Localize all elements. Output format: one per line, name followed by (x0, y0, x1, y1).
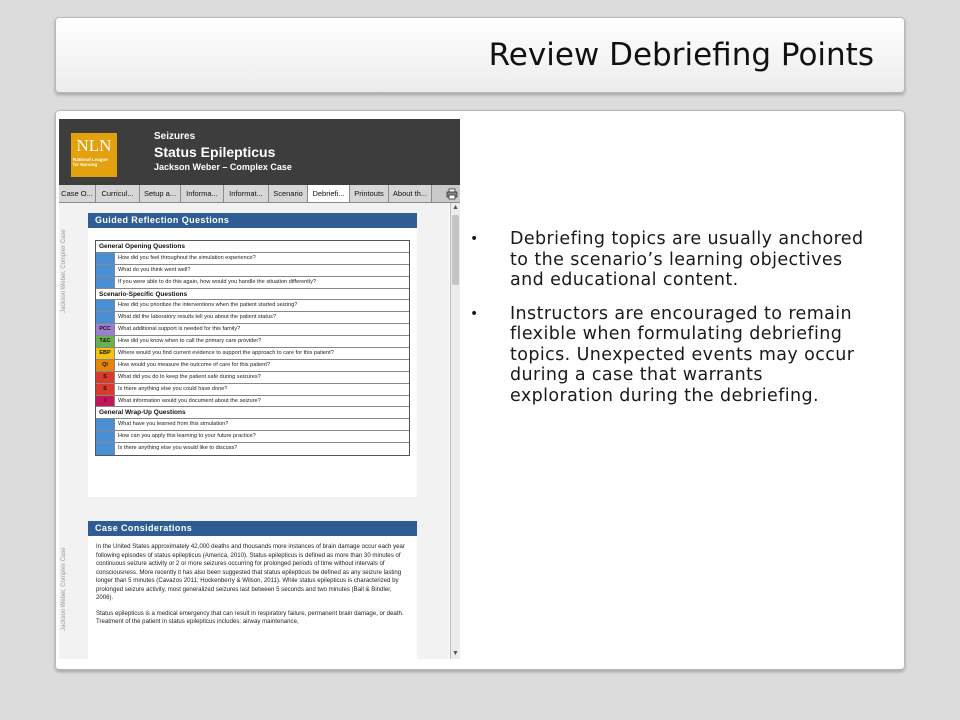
tab-item[interactable]: Curricul... (96, 185, 140, 202)
guided-reflection-heading: Guided Reflection Questions (88, 213, 417, 228)
question-row (96, 277, 409, 289)
question-row (96, 253, 409, 265)
tab-item[interactable]: Case O... (59, 185, 96, 202)
content-panel (55, 110, 905, 670)
section-row (96, 241, 409, 253)
question-text: Is there anything else you would like to discuss? (118, 445, 238, 452)
question-row (96, 372, 409, 384)
question-row (96, 265, 409, 277)
question-row (96, 419, 409, 431)
embedded-screenshot (59, 119, 460, 659)
bullet-icon: • (470, 231, 479, 247)
section-label: General Opening Questions (99, 243, 185, 250)
printer-icon[interactable] (446, 188, 458, 200)
question-tag: QI (96, 360, 115, 371)
slide-title: Review Debriefing Points (488, 37, 874, 73)
question-tag: S (96, 372, 115, 383)
bullet-text: Debriefing topics are usually anchored to the scenario’s learning objectives and educational content. (510, 229, 864, 290)
vertical-scrollbar[interactable] (450, 203, 460, 659)
question-row (96, 336, 409, 348)
question-text: What information would you document about the seizure? (118, 397, 261, 404)
case-subtitle: Jackson Weber – Complex Case (154, 162, 292, 172)
question-text: What do you think went well? (118, 266, 191, 273)
question-tag: T&C (96, 336, 115, 347)
side-label: Jackson Weber, Complex Case (61, 547, 67, 631)
case-paragraph: In the United States approximately 42,000 deaths and thousands more instances of brain damage occur each year following episodes of status epilepticus (America, 2010). Status epilepticus is defined as more than 30 minutes of continuous seizure activity or 2 or more seizures occurring for prolonged periods of time without intervals of consciousness. More recently it has also been suggested that status epilepticus be defined as any seizure lasting longer than 5 minutes (Cavazos 2011; Hockenberry & Wilson, 2011). While status epilepticus is characterized by prolonged seizure activity, most generalized seizures last between 5 seconds and two minutes (Ball & Bindler, 2006). (96, 543, 405, 601)
question-tag (96, 443, 115, 455)
question-tag: I (96, 396, 115, 407)
tab-item[interactable]: Debriefi... (308, 185, 350, 202)
question-tag (96, 431, 115, 442)
tab-bar (59, 185, 460, 203)
question-text: How did you feel throughout the simulation experience? (118, 254, 256, 261)
tab-item[interactable]: Printouts (350, 185, 389, 202)
tab-item[interactable]: Informat... (224, 185, 269, 202)
side-label: Jackson Weber, Complex Case (61, 229, 67, 313)
question-row (96, 431, 409, 443)
question-tag (96, 253, 115, 264)
case-title: Status Epilepticus (154, 144, 276, 160)
case-considerations-card (88, 521, 417, 659)
question-row (96, 443, 409, 455)
case-considerations-heading: Case Considerations (88, 521, 417, 536)
question-text: If you were able to do this again, how would you handle the situation differently? (118, 278, 316, 285)
question-tag (96, 277, 115, 288)
tab-item[interactable]: About th... (389, 185, 432, 202)
tab-item[interactable]: Setup a... (140, 185, 181, 202)
question-text: Where would you find current evidence to support the approach to care for this patient? (118, 350, 334, 357)
question-text: What did you do to keep the patient safe during seizures? (118, 373, 261, 380)
document-view (59, 203, 449, 659)
question-row (96, 324, 409, 336)
question-tag (96, 300, 115, 311)
nln-logo (71, 133, 117, 177)
question-row (96, 312, 409, 324)
question-text: How did you prioritize the interventions when the patient started seizing? (118, 302, 298, 309)
section-label: Scenario-Specific Questions (99, 290, 188, 298)
question-tag: S (96, 384, 115, 395)
tab-item[interactable]: Informa... (181, 185, 224, 202)
question-text: What have you learned from this simulation? (118, 421, 229, 428)
question-tag (96, 312, 115, 323)
question-tag (96, 419, 115, 430)
bullet-list (466, 229, 866, 419)
question-text: How would you measure the outcome of care for this patient? (118, 361, 271, 368)
case-category: Seizures (154, 131, 196, 142)
question-tag: PCC (96, 324, 115, 335)
title-panel (55, 17, 905, 93)
bullet-text: Instructors are encouraged to remain flexible when formulating debriefing topics. Unexpected events may occur during a case that warrants exploration during the debriefing. (510, 303, 855, 406)
scroll-down-icon[interactable]: ▼ (452, 650, 459, 657)
section-label: General Wrap-Up Questions (99, 409, 186, 417)
bullet-icon: • (470, 305, 479, 322)
question-text: How did you know when to call the primary care provider? (118, 338, 262, 345)
tab-item[interactable]: Scenario (269, 185, 308, 202)
section-row (96, 407, 409, 419)
logo-text: NLN (76, 136, 112, 155)
question-text: What additional support is needed for this family? (118, 326, 241, 333)
case-paragraph: Status epilepticus is a medical emergency that can result in respiratory failure, permanent brain damage, or death. Treatment of the patient in status epilepticus includes: airway maintenance, (96, 609, 404, 625)
logo-subtext: National League for Nursing (73, 157, 108, 167)
case-body (88, 536, 417, 641)
section-row (96, 289, 409, 301)
question-row (96, 360, 409, 372)
question-row (96, 396, 409, 408)
case-header (59, 119, 460, 185)
scroll-up-icon[interactable]: ▲ (452, 204, 459, 211)
bullet-item (466, 304, 866, 407)
question-tag: EBP (96, 348, 115, 359)
question-text: How can you apply this learning to your future practice? (118, 433, 256, 440)
question-tag (96, 265, 115, 276)
scroll-thumb[interactable] (452, 215, 459, 285)
bullet-item (466, 229, 866, 291)
question-text: What did the laboratory results tell you about the patient status? (118, 314, 276, 321)
question-row (96, 384, 409, 396)
question-row (96, 300, 409, 312)
question-row (96, 348, 409, 360)
questions-table (95, 240, 410, 456)
question-text: Is there anything else you could have done? (118, 385, 228, 392)
